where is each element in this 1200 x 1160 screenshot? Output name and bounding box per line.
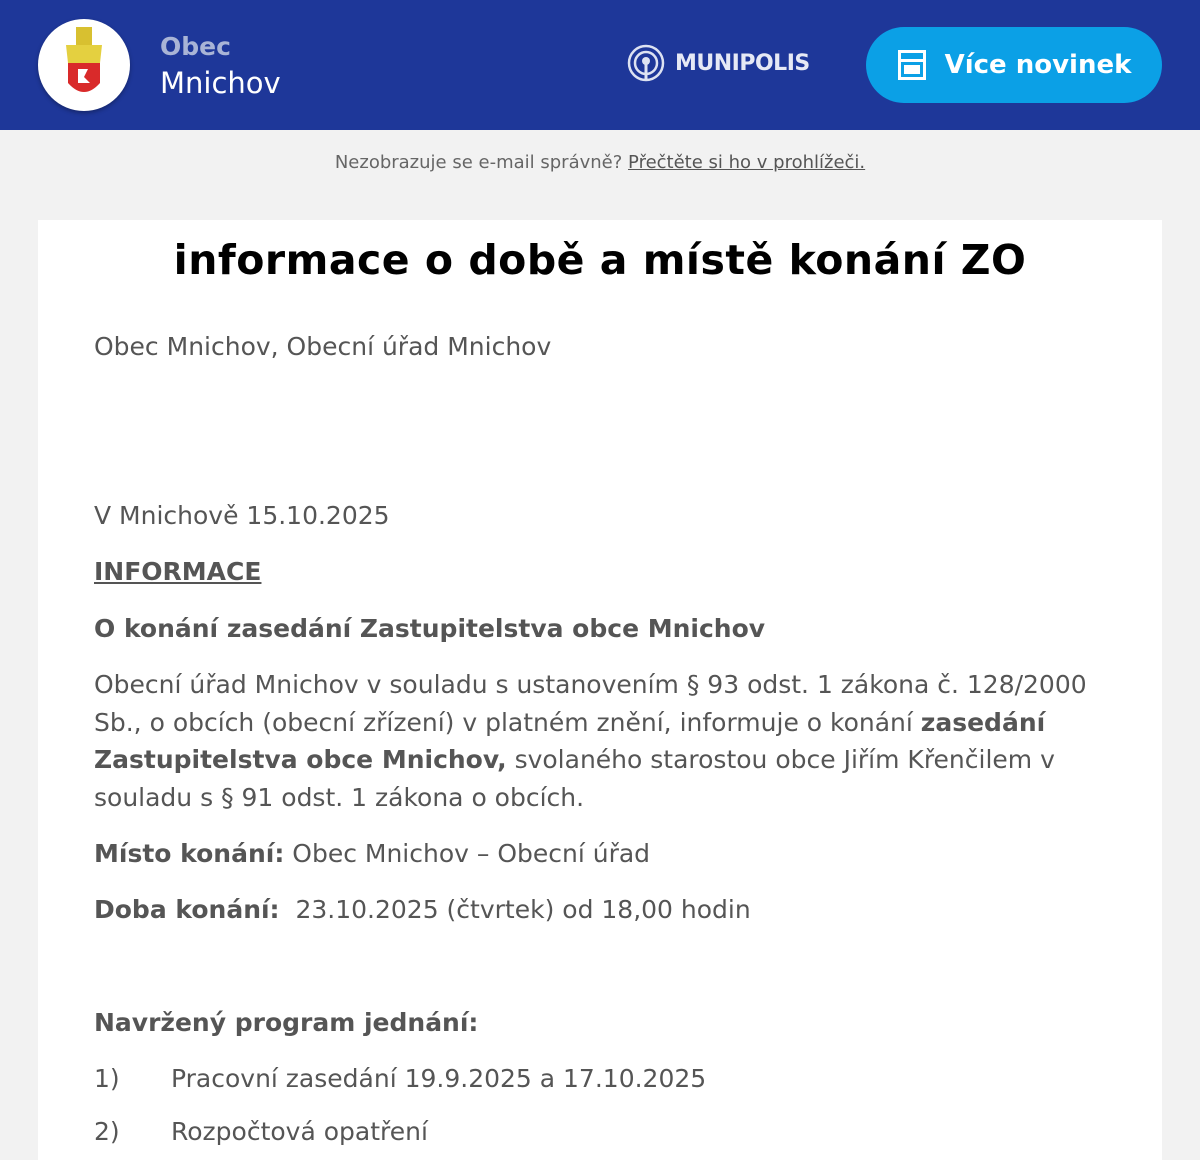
- body-text-end: svolaného starostou obce Jiřím Křenčilem v souladu s § 91 odst. 1 zákona o obcích.: [94, 745, 1055, 812]
- notice-text: Nezobrazuje se e-mail správně?: [334, 152, 623, 173]
- body-bold-text: zasedání Zastupitelstva obce Mnichov,: [94, 707, 1046, 774]
- coat-of-arms-icon: [38, 19, 130, 111]
- time-label: Doba konání:: [94, 895, 280, 924]
- program-item: [94, 1113, 1104, 1151]
- info-heading: INFORMACE: [94, 557, 262, 586]
- munipolis-text: MUNIPOLIS: [675, 50, 810, 76]
- program-item-number: 2): [94, 1117, 120, 1146]
- munipolis-logo[interactable]: [627, 44, 810, 82]
- broadcast-icon: [627, 44, 665, 82]
- date-line: V Mnichově 15.10.2025: [94, 501, 390, 530]
- program-item-text: Rozpočtová opatření: [171, 1117, 428, 1146]
- more-news-label: Více novinek: [944, 50, 1132, 80]
- newspaper-icon: [897, 49, 927, 81]
- article-title: informace o době a místě konání ZO: [173, 236, 1027, 284]
- place-line: [94, 835, 1104, 873]
- body-paragraph: [94, 666, 1104, 816]
- time-line: [94, 891, 1104, 929]
- article-author: Obec Mnichov, Obecní úřad Mnichov: [94, 332, 552, 361]
- place-label: Místo konání:: [94, 839, 285, 868]
- brand-line2: Mnichov: [160, 66, 281, 100]
- program-item: [94, 1060, 1104, 1098]
- browser-view-notice: [0, 152, 1200, 173]
- coat-of-arms-logo[interactable]: [38, 19, 130, 111]
- info-subheading: O konání zasedání Zastupitelstva obce Mnichov: [94, 614, 766, 643]
- time-value: 23.10.2025 (čtvrtek) od 18,00 hodin: [279, 895, 751, 924]
- view-in-browser-link[interactable]: Přečtěte si ho v prohlížeči.: [628, 152, 866, 173]
- brand-line1: Obec: [160, 32, 231, 61]
- more-news-button[interactable]: [866, 27, 1162, 103]
- header: [0, 0, 1200, 130]
- program-heading: Navržený program jednání:: [94, 1008, 479, 1037]
- program-item-number: 1): [94, 1064, 120, 1093]
- place-value: Obec Mnichov – Obecní úřad: [284, 839, 651, 868]
- program-item-text: Pracovní zasedání 19.9.2025 a 17.10.2025: [171, 1064, 707, 1093]
- body-text: Obecní úřad Mnichov v souladu s ustanovením § 93 odst. 1 zákona č. 128/2000 Sb., o obcích (obecní zřízení) v platném znění, informuje o konání: [94, 670, 1087, 737]
